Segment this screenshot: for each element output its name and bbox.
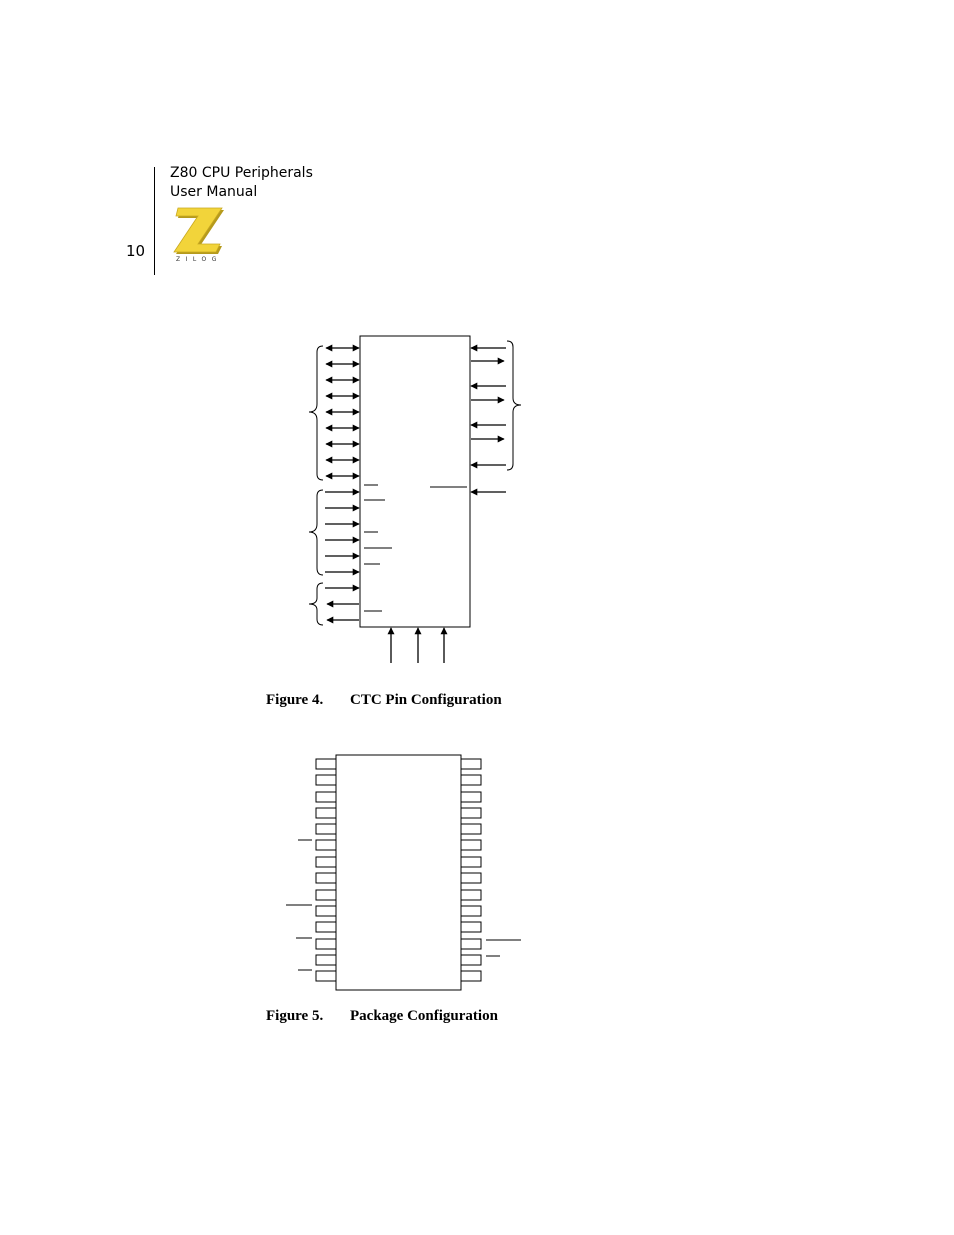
package-pin-left xyxy=(316,808,336,818)
package-pin-left xyxy=(316,922,336,932)
figure-4-number: Figure 4. xyxy=(266,692,324,708)
package-pin-left xyxy=(316,890,336,900)
package-pin-left xyxy=(316,857,336,867)
package-pin-left xyxy=(316,873,336,883)
package-body xyxy=(336,755,461,990)
package-pin-right xyxy=(461,922,481,932)
package-pin-left xyxy=(316,775,336,785)
package-pin-left xyxy=(316,759,336,769)
package-pin-left xyxy=(316,840,336,850)
package-pin-right xyxy=(461,857,481,867)
figure-4-title: CTC Pin Configuration xyxy=(350,692,502,708)
header-title-line2: User Manual xyxy=(170,184,258,200)
figure-5-caption xyxy=(266,1008,498,1025)
package-pin-left xyxy=(316,939,336,949)
header-title-line1: Z80 CPU Peripherals xyxy=(170,165,313,181)
package-pin-right xyxy=(461,955,481,965)
package-pin-left xyxy=(316,955,336,965)
package-pin-right xyxy=(461,906,481,916)
zilog-logo-wordmark: ZILOG xyxy=(176,256,222,262)
package-pin-right xyxy=(461,792,481,802)
package-pin-right xyxy=(461,775,481,785)
figure-5-number: Figure 5. xyxy=(266,1008,324,1024)
package-pin-right xyxy=(461,971,481,981)
package-pin-right xyxy=(461,890,481,900)
package-pin-right xyxy=(461,840,481,850)
package-pin-left xyxy=(316,906,336,916)
figure-5-title: Package Configuration xyxy=(350,1008,498,1024)
package-pin-left xyxy=(316,792,336,802)
package-pin-right xyxy=(461,824,481,834)
package-pin-right xyxy=(461,939,481,949)
package-pin-left xyxy=(316,824,336,834)
page-number: 10 xyxy=(126,242,146,260)
package-pin-right xyxy=(461,808,481,818)
package-pin-right xyxy=(461,759,481,769)
package-pin-left xyxy=(316,971,336,981)
package-pin-right xyxy=(461,873,481,883)
